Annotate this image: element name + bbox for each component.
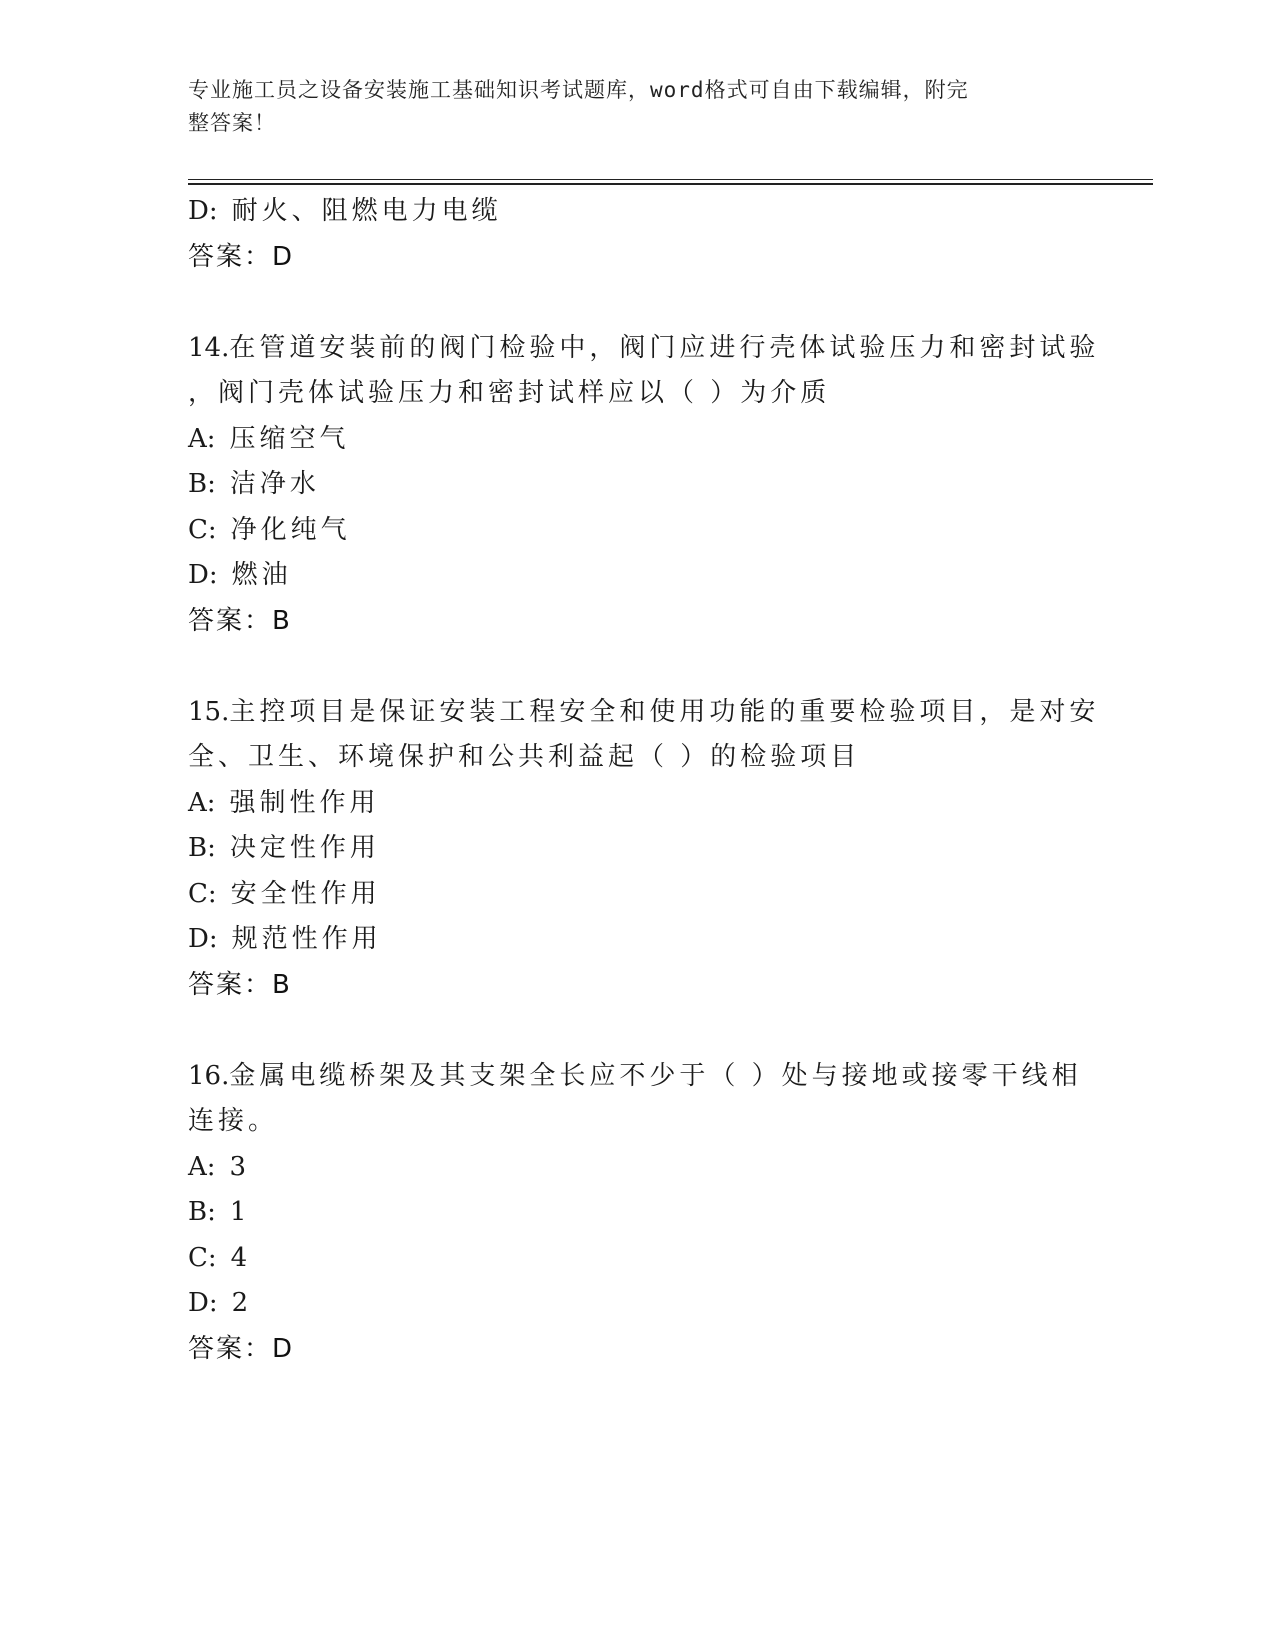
option-b	[188, 826, 1088, 872]
option-text: 4	[230, 1242, 252, 1273]
option-key: D	[188, 196, 209, 226]
option-d	[188, 917, 1088, 963]
question-15	[188, 690, 1100, 1009]
option-text: 净化纯气	[230, 514, 351, 545]
option-key: C	[188, 1242, 208, 1273]
answer-line: 答案：D	[188, 1333, 295, 1364]
question-spacer	[188, 1008, 1088, 1054]
option-separator: :	[208, 1288, 218, 1318]
option-text: 3	[229, 1151, 251, 1182]
option-a	[188, 417, 1088, 463]
option-separator: :	[206, 1151, 216, 1182]
option-key: B	[188, 1197, 208, 1227]
question-stem-line-2: ，阀门壳体试验压力和密封试样应以（ ）为介质	[188, 378, 831, 408]
question-stem	[188, 690, 1100, 736]
option-d	[188, 189, 1088, 235]
question-number: 16.	[188, 1060, 230, 1091]
option-separator: :	[208, 924, 218, 954]
option-text: 燃油	[231, 560, 292, 590]
option-key: C	[188, 878, 208, 909]
question-stem-line-1: 主控项目是保证安装工程安全和使用功能的重要检验项目，是对安	[229, 696, 1100, 727]
answer-line: 答案：B	[188, 605, 292, 636]
option-separator: :	[207, 1197, 216, 1227]
question-stem-line-1: 金属电缆桥架及其支架全长应不少于（ ）处与接地或接零干线相	[229, 1060, 1082, 1091]
option-separator: :	[207, 469, 216, 499]
question-stem-line-2: 全、卫生、环境保护和公共利益起（ ）的检验项目	[188, 742, 861, 772]
option-key: D	[188, 924, 209, 954]
option-key: C	[188, 514, 208, 545]
document-header	[188, 74, 1068, 140]
option-key: B	[188, 833, 208, 863]
option-separator: :	[207, 514, 217, 545]
question-16	[188, 1054, 1088, 1373]
option-text: 规范性作用	[231, 924, 382, 954]
option-d	[188, 553, 1088, 599]
option-separator: :	[206, 787, 216, 818]
option-text: 决定性作用	[229, 833, 380, 863]
header-divider-bottom	[188, 183, 1153, 185]
header-line-1: 专业施工员之设备安装施工基础知识考试题库，word格式可自由下载编辑，附完	[188, 78, 969, 102]
answer-line: 答案：D	[188, 241, 295, 272]
option-key: D	[188, 560, 209, 590]
question-spacer	[188, 280, 1088, 326]
question-number: 14.	[188, 332, 230, 363]
option-text: 安全性作用	[230, 878, 381, 909]
question-stem	[188, 326, 1100, 372]
option-c	[188, 508, 1088, 554]
option-key: A	[188, 1151, 207, 1182]
option-text: 洁净水	[229, 469, 320, 499]
option-a	[188, 781, 1088, 827]
answer-line: 答案：B	[188, 969, 292, 1000]
option-separator: :	[207, 833, 216, 863]
option-text: 强制性作用	[229, 787, 380, 818]
option-separator: :	[208, 196, 218, 226]
header-divider-top	[188, 179, 1153, 180]
option-a	[188, 1145, 1088, 1191]
option-separator: :	[208, 560, 218, 590]
option-b	[188, 462, 1088, 508]
header-line-2: 整答案！	[188, 111, 276, 135]
option-text: 压缩空气	[229, 423, 350, 454]
question-number: 15.	[188, 696, 230, 727]
question-stem-line-2: 连接。	[188, 1106, 279, 1136]
option-c	[188, 1236, 1088, 1282]
option-d	[188, 1281, 1088, 1327]
option-key: B	[188, 469, 208, 499]
option-c	[188, 872, 1088, 918]
question-list	[188, 189, 1100, 1372]
question-stem-line-1: 在管道安装前的阀门检验中，阀门应进行壳体试验压力和密封试验	[229, 332, 1100, 363]
option-key: A	[188, 423, 207, 454]
option-text: 耐火、阻燃电力电缆	[231, 196, 502, 226]
option-separator: :	[207, 878, 217, 909]
option-separator: :	[206, 423, 216, 454]
option-key: D	[188, 1288, 209, 1318]
question-stem	[188, 1054, 1088, 1100]
question-14	[188, 326, 1100, 645]
option-text: 1	[229, 1197, 251, 1227]
option-text: 2	[231, 1288, 253, 1318]
question-spacer	[188, 644, 1088, 690]
option-b	[188, 1190, 1088, 1236]
option-key: A	[188, 787, 207, 818]
option-separator: :	[207, 1242, 217, 1273]
